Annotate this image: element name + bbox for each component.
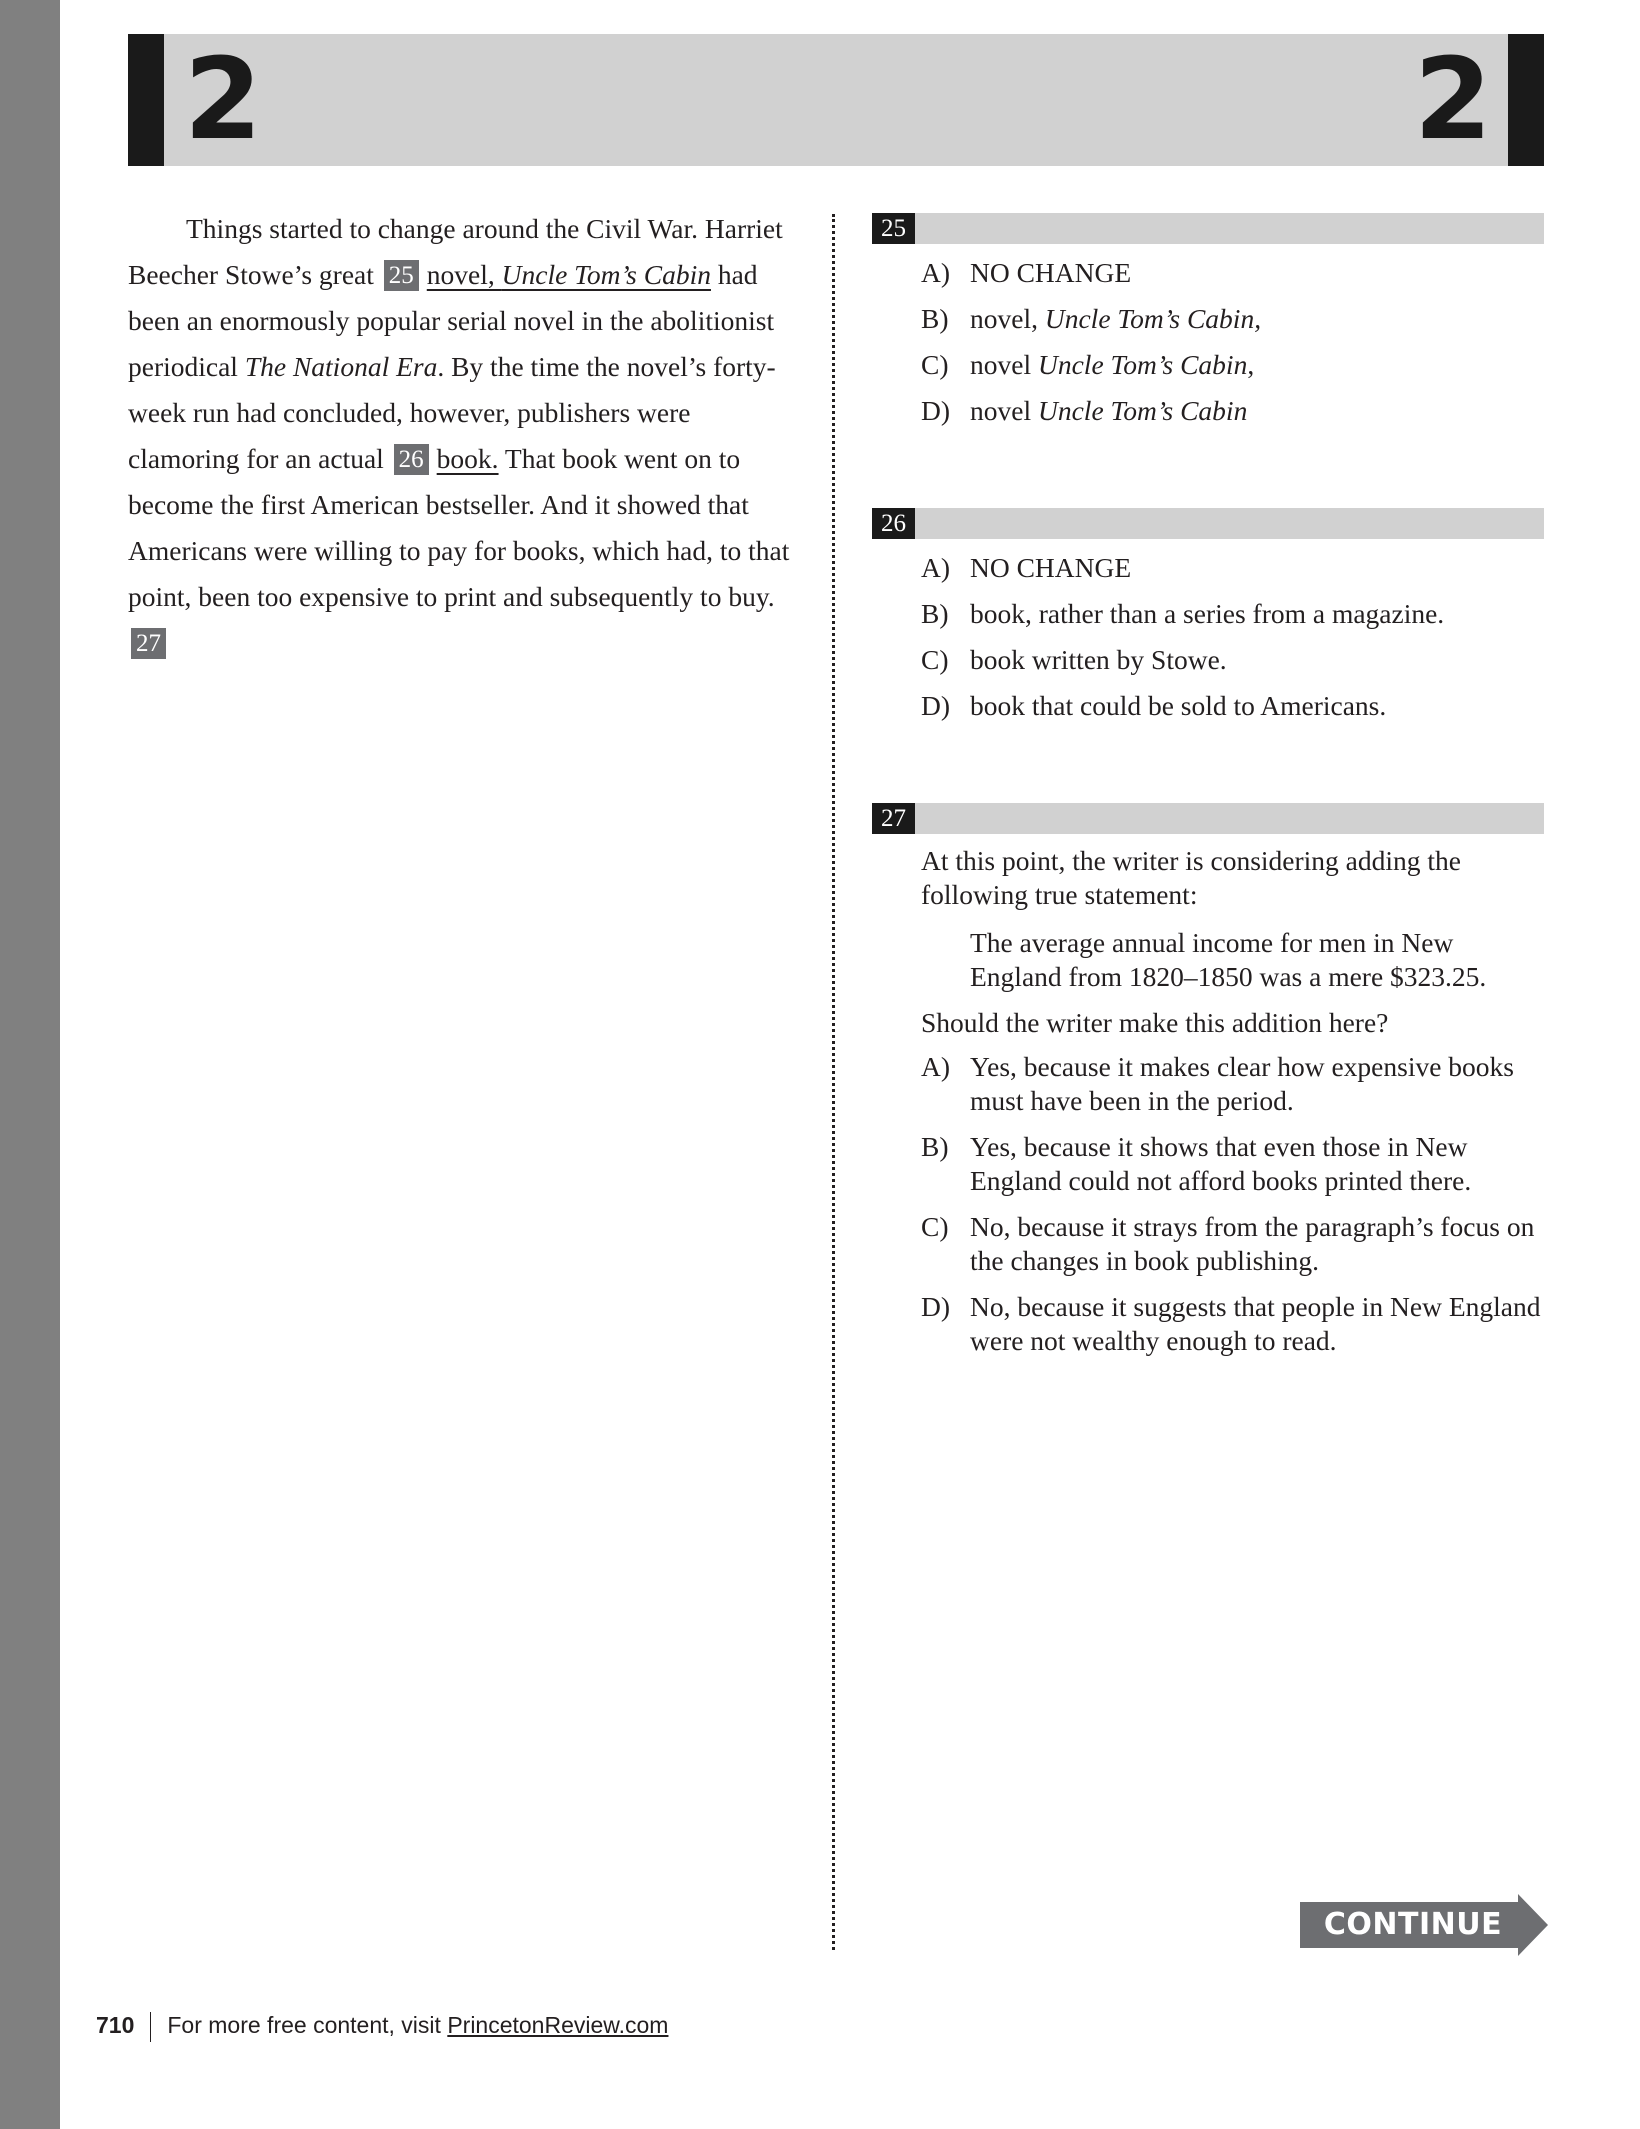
choice-text: novel	[970, 349, 1038, 380]
footer-link[interactable]: PrincetonReview.com	[447, 2012, 669, 2039]
passage-text: Things started to change around the Civil War. Harriet Beecher Stowe’s great	[128, 213, 783, 290]
answer-choice-a[interactable]	[872, 1050, 1544, 1118]
choice-letter: D)	[921, 395, 951, 426]
continue-button[interactable]	[1300, 1894, 1548, 1956]
choice-text: book, rather than a series from a magazine.	[970, 598, 1445, 629]
underlined-text-italic: Uncle Tom’s Cabin	[501, 259, 711, 290]
question-stem: At this point, the writer is considering adding the following true statement:	[921, 845, 1461, 910]
underlined-text-plain: novel,	[426, 259, 502, 290]
question-27	[872, 803, 1544, 1370]
question-number: 26	[872, 508, 915, 539]
answer-choice-c[interactable]	[872, 643, 1544, 677]
choice-letter: A)	[921, 552, 951, 583]
choice-letter: A)	[921, 257, 951, 288]
periodical-title: The National Era	[244, 351, 438, 382]
question-bar	[872, 213, 1544, 244]
answer-choice-c[interactable]	[872, 1210, 1544, 1278]
footer-text: For more free content, visit	[167, 2012, 448, 2039]
passage-text: . By the time the novel’s forty-week run had concluded, however, publishers were clamoring for an actual	[128, 351, 776, 474]
question-prompt: Should the writer make this addition here?	[921, 1007, 1389, 1038]
choice-letter: D)	[921, 690, 951, 721]
answer-choice-a[interactable]	[872, 551, 1544, 585]
header-right-mark	[1508, 34, 1544, 166]
question-number: 27	[872, 803, 915, 834]
answer-choice-d[interactable]	[872, 689, 1544, 723]
choice-letter: C)	[921, 644, 949, 675]
choice-text-after: ,	[1247, 349, 1255, 380]
choice-text: NO CHANGE	[970, 257, 1132, 288]
question-marker-25[interactable]: 25	[384, 260, 419, 291]
answer-choice-c[interactable]	[872, 348, 1544, 382]
choice-letter: D)	[921, 1291, 951, 1322]
question-25	[872, 213, 1544, 440]
choice-letter: C)	[921, 349, 949, 380]
question-number: 25	[872, 213, 915, 244]
section-header-band	[128, 34, 1544, 166]
passage-text: had been an enormously popular serial novel in the abolitionist periodical	[128, 259, 775, 382]
choice-letter: C)	[921, 1211, 949, 1242]
choice-letter: A)	[921, 1051, 951, 1082]
section-number-left: 2	[184, 35, 262, 165]
choice-text: novel	[970, 395, 1038, 426]
answer-choices	[872, 256, 1544, 428]
answer-choice-d[interactable]	[872, 1290, 1544, 1358]
choice-text: NO CHANGE	[970, 552, 1132, 583]
page-footer	[96, 2012, 668, 2042]
choice-text-italic: Uncle Tom’s Cabin,	[1044, 303, 1262, 334]
continue-label: CONTINUE	[1323, 1907, 1503, 1942]
question-marker-27[interactable]: 27	[131, 628, 166, 659]
page-number: 710	[96, 2012, 135, 2039]
answer-choices	[872, 551, 1544, 723]
page-edge-bar	[0, 0, 60, 2129]
underlined-portion-26[interactable]: book.	[436, 443, 499, 474]
header-left-mark	[128, 34, 164, 166]
choice-text: Yes, because it makes clear how expensive books must have been in the period.	[970, 1051, 1515, 1116]
choice-text: book that could be sold to Americans.	[970, 690, 1387, 721]
choice-letter: B)	[921, 598, 949, 629]
answer-choice-b[interactable]	[872, 1130, 1544, 1198]
question-marker-26[interactable]: 26	[394, 444, 429, 475]
choice-text: No, because it suggests that people in New England were not wealthy enough to read.	[970, 1291, 1541, 1356]
answer-choice-a[interactable]	[872, 256, 1544, 290]
proposed-statement: The average annual income for men in New England from 1820–1850 was a mere $323.25.	[970, 927, 1487, 992]
passage-paragraph	[128, 206, 804, 666]
choice-text: Yes, because it shows that even those in New England could not afford books printed there.	[970, 1131, 1472, 1196]
footer-separator	[150, 2012, 151, 2042]
choice-text: novel,	[970, 303, 1045, 334]
answer-choice-d[interactable]	[872, 394, 1544, 428]
passage	[128, 206, 804, 666]
choice-text: No, because it strays from the paragraph’s focus on the changes in book publishing.	[970, 1211, 1535, 1276]
section-number-right: 2	[1414, 35, 1492, 165]
question-bar	[872, 803, 1544, 834]
choice-text-italic: Uncle Tom’s Cabin	[1037, 395, 1248, 426]
passage-text: That book went on to become the first American bestseller. And it showed that Americans were willing to pay for books, which had, to that point, been too expensive to print and subsequently to buy.	[128, 443, 790, 612]
column-divider	[832, 214, 835, 1950]
underlined-portion-25[interactable]	[427, 259, 711, 290]
choice-text-italic: Uncle Tom’s Cabin	[1037, 349, 1248, 380]
choice-text: book written by Stowe.	[970, 644, 1227, 675]
answer-choice-b[interactable]	[872, 597, 1544, 631]
choice-letter: B)	[921, 1131, 949, 1162]
answer-choice-b[interactable]	[872, 302, 1544, 336]
question-26	[872, 508, 1544, 735]
question-bar	[872, 508, 1544, 539]
choice-letter: B)	[921, 303, 949, 334]
